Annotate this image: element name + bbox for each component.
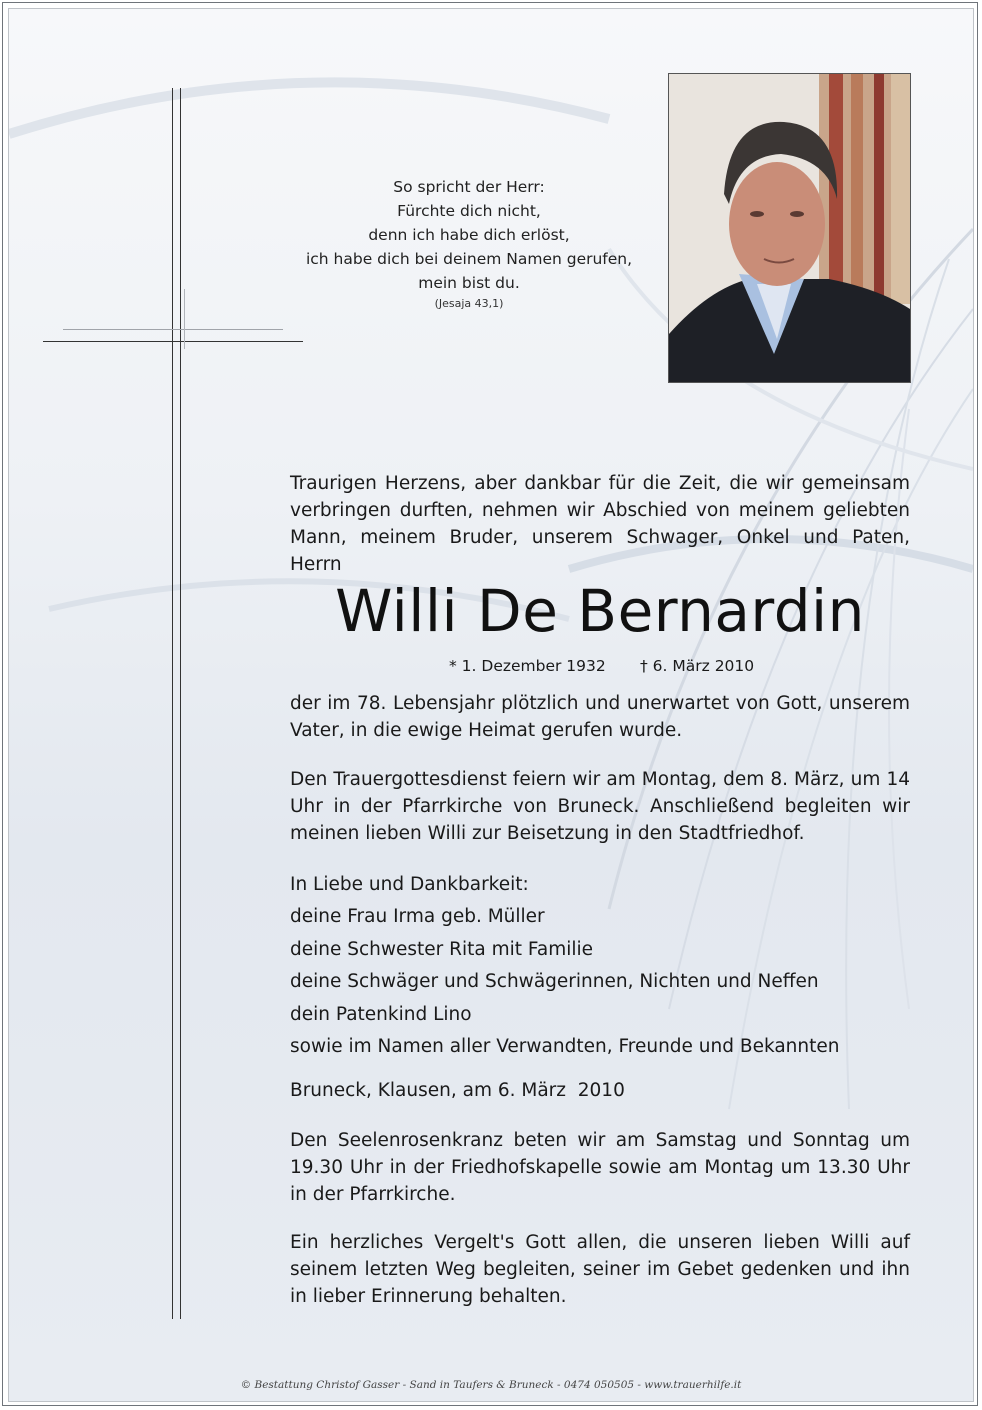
family-line: deine Schwester Rita mit Familie — [290, 938, 594, 960]
rosary-paragraph: Den Seelenrosenkranz beten wir am Samstag und Sonntag um 19.30 Uhr in der Friedhofskapelle sowie am Montag um 13.30 Uhr in der Pfarrkirche. — [290, 1130, 910, 1205]
quote-line: denn ich habe dich erlöst, — [368, 226, 570, 244]
cross-vertical-line — [172, 88, 173, 1319]
family-line: deine Frau Irma geb. Müller — [290, 906, 545, 928]
quote-line: ich habe dich bei deinem Namen gerufen, — [305, 250, 633, 268]
family-line: sowie im Namen aller Verwandten, Freunde und Bekannten — [290, 1036, 840, 1058]
quote-reference: (Jesaja 43,1) — [434, 297, 504, 310]
family-line: deine Schwäger und Schwägerinnen, Nichten und Neffen — [290, 971, 819, 993]
place-date: Bruneck, Klausen, am 6. März 2010 — [290, 1080, 625, 1101]
bible-quote — [299, 175, 639, 313]
quote-line: So spricht der Herr: — [393, 178, 545, 196]
cross-shadow-line — [184, 289, 185, 349]
intro-paragraph: Traurigen Herzens, aber dankbar für die Zeit, die wir gemeinsam verbringen durften, nehmen wir Abschied von meinem geliebten Mann, meinem Bruder, unserem Schwager, Onkel und Paten, Herrn — [290, 473, 910, 575]
family-line: In Liebe und Dankbarkeit: — [290, 874, 529, 895]
quote-line: mein bist du. — [418, 274, 520, 292]
birth-date: * 1. Dezember 1932 — [449, 657, 606, 675]
family-line: dein Patenkind Lino — [290, 1003, 472, 1025]
funeral-paragraph: Den Trauergottesdienst feiern wir am Montag, dem 8. März, um 14 Uhr in der Pfarrkirche von Bruneck. Anschließend begleiten wir meinen lieben Willi zur Beisetzung in den Stadtfriedhof. — [290, 769, 910, 844]
cross-horizontal-line-shadow — [63, 329, 283, 330]
cross-vertical-line-inner — [180, 88, 181, 1319]
obituary-page — [8, 8, 974, 1402]
death-date: † 6. März 2010 — [640, 657, 755, 675]
deceased-name: Willi De Bernardin — [335, 577, 865, 645]
family-list — [290, 869, 910, 1063]
thanks-paragraph: Ein herzliches Vergelt's Gott allen, die unseren lieben Willi auf seinem letzten Weg begleiten, seiner im Gebet gedenken und ihn in lieber Erinnerung behalten. — [290, 1232, 910, 1307]
quote-line: Fürchte dich nicht, — [397, 202, 541, 220]
footer-credit: © Bestattung Christof Gasser - Sand in Taufers & Bruneck - 0474 050505 - www.trauerhilfe.it — [240, 1379, 742, 1391]
death-paragraph: der im 78. Lebensjahr plötzlich und unerwartet von Gott, unserem Vater, in die ewige Heimat gerufen wurde. — [290, 693, 910, 741]
portrait-photo — [668, 73, 911, 383]
cross-horizontal-line — [43, 341, 303, 342]
